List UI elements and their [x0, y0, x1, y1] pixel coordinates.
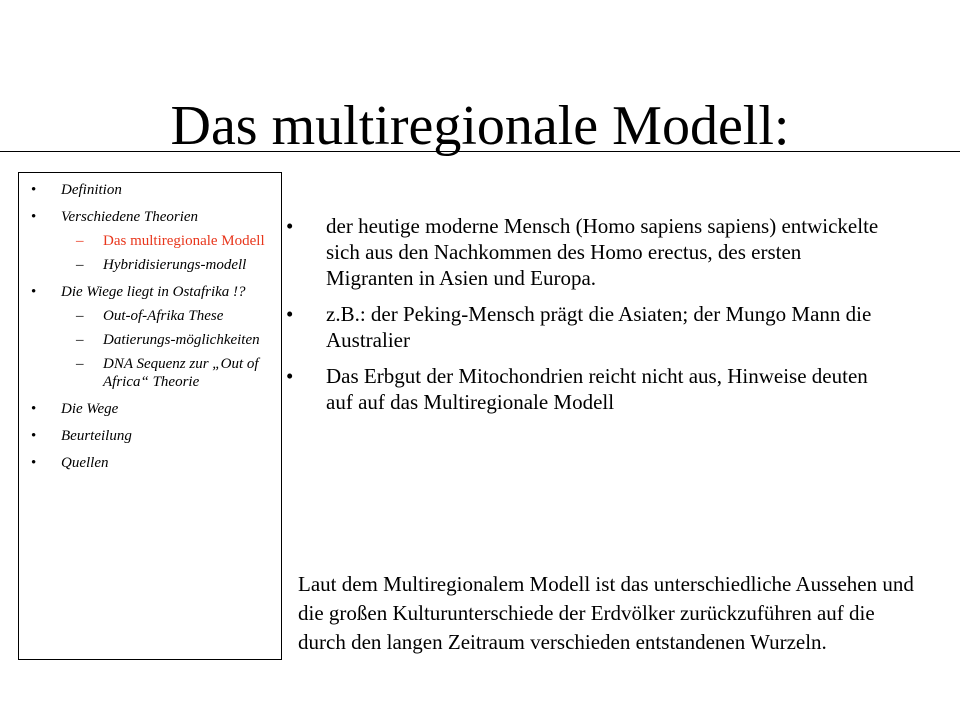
- content-bullets: [286, 213, 886, 425]
- bullet-marker: •: [31, 284, 37, 300]
- nav-item-label: DNA Sequenz zur „Out of Africa“ Theorie: [103, 356, 259, 390]
- nav-item-label: Die Wege: [61, 401, 119, 417]
- page-title: Das multiregionale Modell:: [170, 95, 790, 157]
- nav-item-label: Beurteilung: [61, 428, 132, 444]
- bullet-item: [286, 301, 886, 353]
- bullet-marker: •: [286, 214, 294, 238]
- dash-marker: –: [76, 356, 84, 372]
- title-divider: [0, 151, 960, 152]
- bullet-marker: •: [31, 401, 37, 417]
- dash-marker: –: [76, 257, 84, 273]
- bullet-item: [286, 363, 886, 415]
- bullet-text: Das Erbgut der Mitochondrien reicht nicht aus, Hinweise deuten auf auf das Multiregionale Modell: [326, 364, 868, 414]
- bullet-marker: •: [31, 209, 37, 225]
- bullet-marker: •: [31, 455, 37, 471]
- bullet-marker: •: [31, 428, 37, 444]
- nav-item-label: Das multiregionale Modell: [103, 233, 265, 249]
- nav-item-die-wege[interactable]: [19, 400, 281, 418]
- bullet-marker: •: [31, 182, 37, 198]
- bullet-text: der heutige moderne Mensch (Homo sapiens sapiens) entwickelte sich aus den Nachkommen des Homo erectus, des ersten Migranten in Asien und Europa.: [326, 214, 879, 290]
- nav-item-definition[interactable]: [19, 181, 281, 199]
- nav-item-datierung[interactable]: [19, 331, 281, 349]
- nav-item-hybridisierungsmodell[interactable]: [19, 256, 281, 274]
- dash-marker: –: [76, 233, 84, 249]
- bullet-marker: •: [286, 364, 294, 388]
- nav-item-label: Quellen: [61, 455, 109, 471]
- nav-item-label: Datierungs-möglichkeiten: [103, 332, 260, 348]
- bullet-marker: •: [286, 302, 294, 326]
- nav-item-quellen[interactable]: [19, 454, 281, 472]
- nav-item-label: Verschiedene Theorien: [61, 209, 199, 225]
- nav-item-label: Definition: [61, 182, 122, 198]
- bullet-item: [286, 213, 886, 291]
- summary-paragraph: Laut dem Multiregionalem Modell ist das unterschiedliche Aussehen und die großen Kulturunterschiede der Erdvölker zurückzuführen auf die durch den langen Zeitraum verschieden entstandenen Wurzeln.: [298, 572, 914, 654]
- nav-item-out-of-afrika[interactable]: [19, 307, 281, 325]
- nav-item-multiregionale-modell[interactable]: [19, 232, 281, 250]
- nav-item-dna-sequenz[interactable]: [19, 355, 281, 391]
- nav-item-beurteilung[interactable]: [19, 427, 281, 445]
- outline-nav: [18, 172, 282, 660]
- dash-marker: –: [76, 308, 84, 324]
- nav-item-wiege-ostafrika[interactable]: [19, 283, 281, 301]
- nav-item-verschiedene-theorien[interactable]: [19, 208, 281, 226]
- dash-marker: –: [76, 332, 84, 348]
- nav-item-label: Out-of-Afrika These: [103, 308, 224, 324]
- nav-item-label: Hybridisierungs-modell: [103, 257, 247, 273]
- bullet-text: z.B.: der Peking-Mensch prägt die Asiaten; der Mungo Mann die Australier: [326, 302, 872, 352]
- nav-item-label: Die Wiege liegt in Ostafrika !?: [61, 284, 246, 300]
